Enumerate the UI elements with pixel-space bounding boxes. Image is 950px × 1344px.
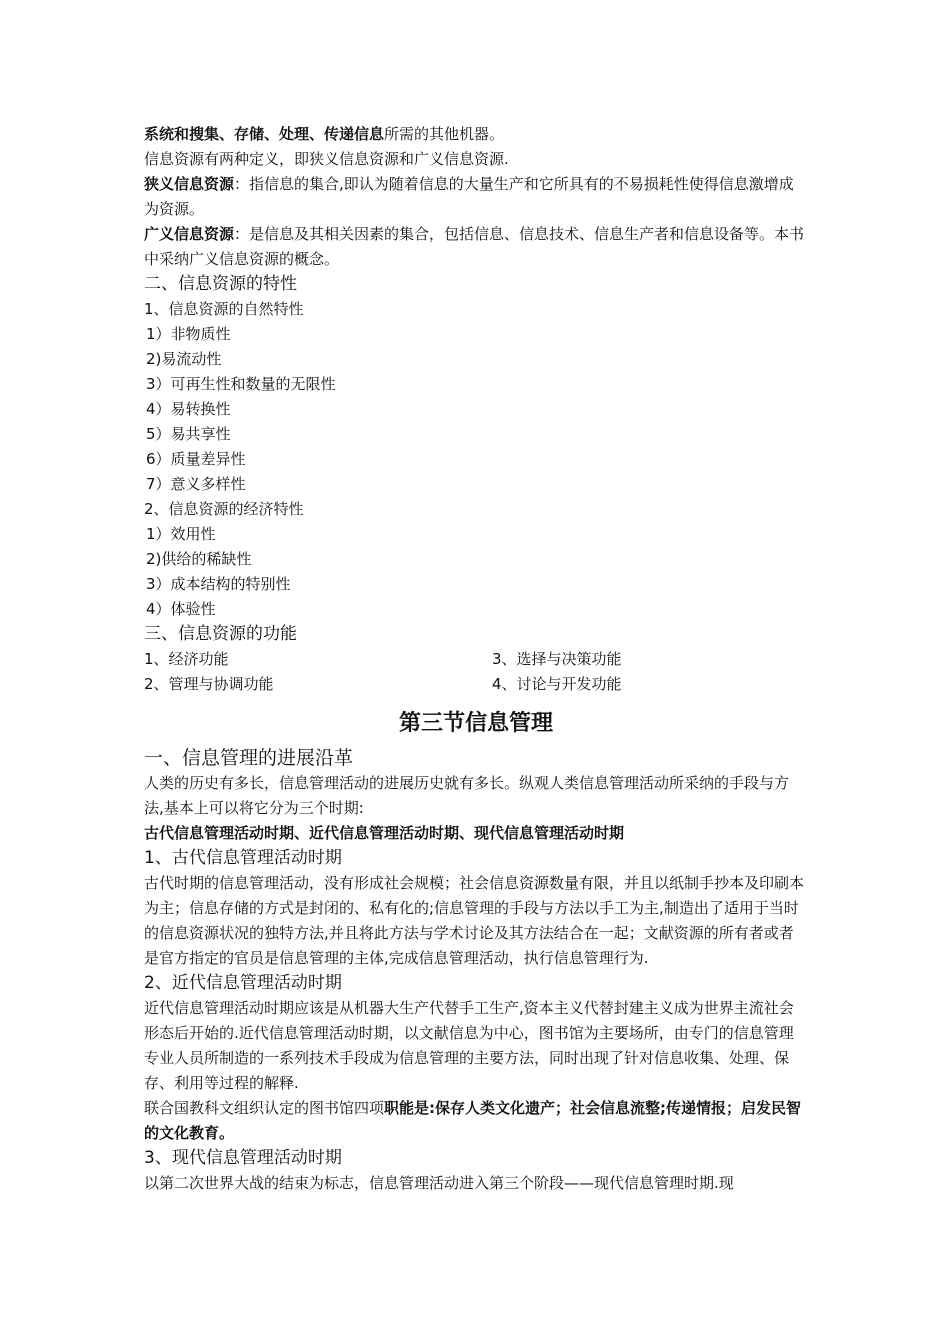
section-heading: 一、信息管理的进展沿革 [144, 747, 354, 769]
modern-heading: 2、近代信息管理活动时期 [144, 973, 342, 993]
list-item: 4）易转换性 [146, 400, 231, 418]
broad-definition [144, 222, 808, 272]
functions-row-2 [144, 672, 808, 697]
contemporary-text: 以第二次世界大战的结束为标志，信息管理活动进入第三个阶段——现代信息管理时期.现 [144, 1174, 734, 1192]
functions-heading: 三、信息资源的功能 [144, 624, 297, 644]
section-intro: 人类的历史有多长，信息管理活动的进展历史就有多长。纵观人类信息管理活动所采纳的手段与方法,基本上可以将它分为三个时期: [144, 774, 790, 817]
list-item: 7）意义多样性 [146, 475, 246, 493]
list-item: 3）可再生性和数量的无限性 [146, 375, 336, 393]
document-page [144, 122, 808, 1196]
list-item: 1）效用性 [146, 525, 216, 543]
list-item: 6）质量差异性 [146, 450, 246, 468]
intro-line-1 [144, 122, 808, 147]
functions-row-1 [144, 647, 808, 672]
unesco-text [144, 1096, 808, 1146]
plain-text: 联合国教科文组织认定的图书馆四项 [144, 1099, 385, 1117]
intro-line-2: 信息资源有两种定义，即狭义信息资源和广义信息资源. [144, 150, 509, 168]
ancient-text: 古代时期的信息管理活动，没有形成社会规模；社会信息资源数量有限，并且以纸制手抄本及印刷本为主；信息存储的方式是封闭的、私有化的;信息管理的手段与方法以手工为主,制造出了适用于当时的信息资源状况的独特方法,并且将此方法与学术讨论及其方法结合在一起；文献资源的所有者或者是官方指定的官员是信息管理的主体,完成信息管理活动，执行信息管理行为. [144, 874, 805, 967]
list-item: 5）易共享性 [146, 425, 231, 443]
bold-text: 职能是:保存人类文化遗产；社会信息流整;传递情报；启发民智的文化教育。 [144, 1099, 802, 1142]
list-item: 3）成本结构的特别性 [146, 575, 291, 593]
bold-text: 系统和搜集、存储、处理、传递信息 [144, 125, 385, 143]
narrow-label: 狭义信息资源 [144, 175, 235, 193]
section-title: 第三节信息管理 [398, 711, 553, 736]
narrow-text: ：指信息的集合,即认为随着信息的大量生产和它所具有的不易损耗性使得信息激增成为资源。 [144, 175, 794, 218]
list-item: 4）体验性 [146, 600, 216, 618]
list-item: 2)易流动性 [146, 350, 222, 368]
function-item: 3、选择与决策功能 [492, 650, 622, 668]
modern-text: 近代信息管理活动时期应该是从机器大生产代替手工生产,资本主义代替封建主义成为世界主流社会形态后开始的.近代信息管理活动时期，以文献信息为中心，图书馆为主要场所，由专门的信息管理专业人员所制造的一系列技术手段成为信息管理的主要方法，同时出现了针对信息收集、处理、保存、利用等过程的解释. [144, 999, 794, 1092]
characteristics-heading: 二、信息资源的特性 [144, 274, 297, 294]
function-item: 4、讨论与开发功能 [492, 675, 622, 693]
broad-text: ：是信息及其相关因素的集合，包括信息、信息技术、信息生产者和信息设备等。本书中采纳广义信息资源的概念。 [144, 225, 805, 268]
narrow-definition [144, 172, 808, 222]
list-item: 1）非物质性 [146, 325, 231, 343]
broad-label: 广义信息资源 [144, 225, 235, 243]
ancient-heading: 1、古代信息管理活动时期 [144, 848, 342, 868]
contemporary-heading: 3、现代信息管理活动时期 [144, 1148, 342, 1168]
plain-text: 所需的其他机器。 [384, 125, 505, 143]
natural-heading: 1、信息资源的自然特性 [144, 300, 304, 318]
economic-heading: 2、信息资源的经济特性 [144, 500, 304, 518]
function-item: 1、经济功能 [144, 650, 229, 668]
list-item: 2)供给的稀缺性 [146, 550, 252, 568]
periods-summary: 古代信息管理活动时期、近代信息管理活动时期、现代信息管理活动时期 [144, 824, 625, 842]
function-item: 2、管理与协调功能 [144, 675, 274, 693]
